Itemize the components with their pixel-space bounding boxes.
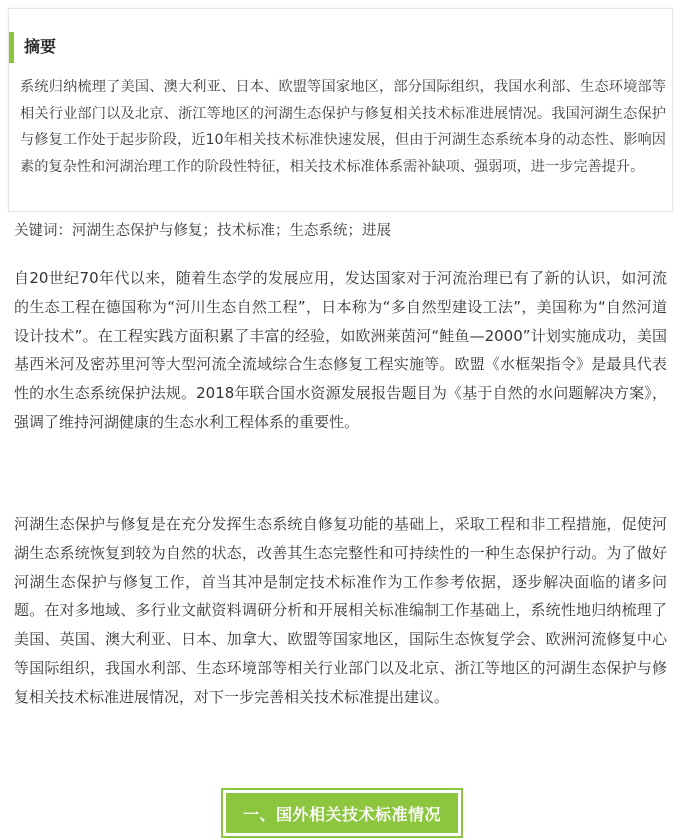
- abstract-text: 系统归纳梳理了美国、澳大利亚、日本、欧盟等国家地区，部分国际组织，我国水利部、生态环境部等相关行业部门以及北京、浙江等地区的河湖生态保护与修复相关技术标准进展情况。我国河湖生态保护与修复工作处于起步阶段，近10年相关技术标准快速发展，但由于河湖生态系统本身的动态性、影响因素的复杂性和河湖治理工作的阶段性特征，相关技术标准体系需补缺项、强弱项，进一步完善提升。: [20, 79, 666, 175]
- body-paragraph-1: 自20世纪70年代以来，随着生态学的发展应用，发达国家对于河流治理已有了新的认识，如河流的生态工程在德国称为“河川生态自然工程”，日本称为“多自然型建设工法”，美国称为“自然河道设计技术”。在工程实践方面积累了丰富的经验，如欧洲莱茵河“鲑鱼—2000”计划实施成功，美国基西米河及密苏里河等大型河流全流域综合生态修复工程实施等。欧盟《水框架指令》是最具代表性的水生态系统保护法规。2018年联合国水资源发展报告题目为《基于自然的水问题解决方案》，强调了维持河湖健康的生态水利工程体系的重要性。: [14, 269, 667, 431]
- abstract-title: 摘要: [24, 37, 57, 56]
- body-paragraph-2: 河湖生态保护与修复是在充分发挥生态系统自修复功能的基础上，采取工程和非工程措施，促使河湖生态系统恢复到较为自然的状态，改善其生态完整性和可持续性的一种生态保护行动。为了做好河湖生态保护与修复工作，首当其冲是制定技术标准作为工作参考依据，逐步解决面临的诸多问题。在对多地域、多行业文献资料调研分析和开展相关标准编制工作基础上，系统性地归纳梳理了美国、英国、澳大利亚、日本、加拿大、欧盟等国家地区，国际生态恢复学会、欧洲河流修复中心等国际组织，我国水利部、生态环境部等相关行业部门以及北京、浙江等地区的河湖生态保护与修复相关技术标准进展情况，对下一步完善相关技术标准提出建议。: [14, 515, 667, 706]
- abstract-accent-bar: [9, 32, 14, 63]
- keywords: 关键词：河湖生态保护与修复；技术标准；生态系统；进展: [14, 223, 391, 239]
- abstract-box: [8, 8, 673, 212]
- section-heading-button[interactable]: 一、国外相关技术标准情况: [223, 790, 461, 836]
